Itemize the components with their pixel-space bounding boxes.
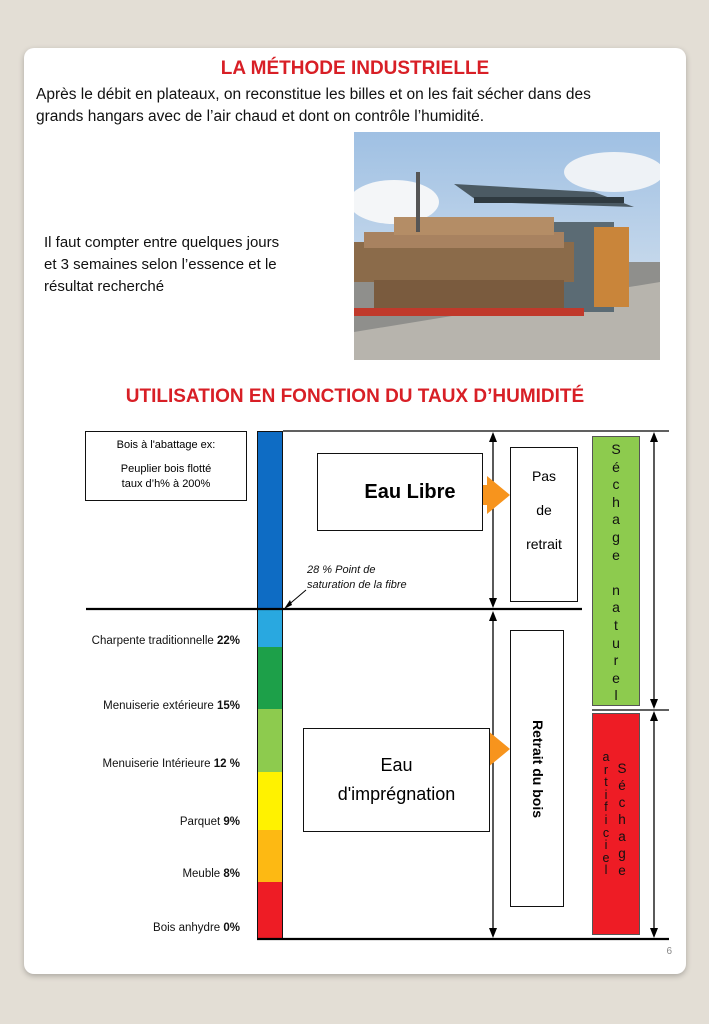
vertical-letter: c [612,476,620,493]
vertical-letter: e [612,669,620,686]
intro-line-1: Après le débit en plateaux, on reconstitue les billes et on les fait sécher dans des [36,86,591,103]
vertical-letter: a [612,599,620,616]
felling-line-1: Bois à l'abattage ex: [116,439,216,451]
level-label-charpente: Charpente traditionnelle 22% [91,635,240,647]
felling-line-2: Peuplier bois flotté [120,463,212,475]
slide-card [24,48,686,974]
intro-line-2: grands hangars avec de l’air chaud et dont on contrôle l’humidité. [36,108,485,125]
level-label-parquet: Parquet 9% [179,816,240,828]
vertical-letter: h [618,812,626,827]
vertical-letter: c [602,825,610,840]
natural-drying-box [592,436,640,706]
vertical-letter: a [612,511,620,528]
level-label-menuiserie-ext: Menuiserie extérieure 15% [103,700,240,712]
free-water-label: Eau Libre [364,480,456,503]
vertical-letter: g [618,846,626,861]
saturation-line-1: 28 % Point de [307,564,376,576]
no-shrink-box [510,447,578,602]
artificial-drying-word1 [613,760,631,879]
saturation-line-2: saturation de la fibre [307,579,407,591]
free-water-box [317,453,483,531]
vertical-letter: g [612,528,620,545]
level-label-meuble: Meuble 8% [182,868,240,880]
vertical-letter: é [618,778,626,793]
no-shrink-line-2: de [536,502,552,518]
section-title-humidity: UTILISATION EN FONCTION DU TAUX D’HUMIDITÉ [125,386,585,407]
vertical-letter: h [612,493,620,510]
natural-drying-label [593,441,639,705]
vertical-letter: é [612,458,620,475]
duration-line-1: Il faut compter entre quelques jours [44,234,280,251]
vertical-letter: i [604,838,608,853]
vertical-letter: i [604,812,608,827]
vertical-letter: S [617,761,627,776]
vertical-letter: e [612,546,620,563]
vertical-letter: l [604,863,608,878]
duration-line-2: et 3 semaines selon l’essence et le [44,256,277,273]
vertical-letter: t [604,775,608,790]
vertical-letter: t [614,616,618,633]
page-number: 6 [666,946,672,957]
level-label-anhydre: Bois anhydre 0% [153,922,240,934]
no-shrink-line-3: retrait [526,536,562,552]
vertical-letter: i [604,787,608,802]
duration-line-3: résultat recherché [44,278,165,295]
impregnation-water-box [303,728,490,832]
vertical-letter: r [613,652,619,669]
page-title: LA MÉTHODE INDUSTRIELLE [220,58,490,79]
vertical-letter: S [611,441,621,457]
vertical-letter: r [603,762,609,777]
vertical-letter: u [612,634,620,651]
vertical-letter [614,564,618,582]
level-label-menuiserie-int: Menuiserie Intérieure 12 % [102,758,240,770]
vertical-letter: a [602,750,610,764]
vertical-letter: c [618,795,626,810]
impregnation-line-2: d'imprégnation [337,784,456,804]
vertical-letter: l [614,687,618,704]
vertical-letter: e [618,863,626,878]
vertical-letter: f [604,800,608,815]
shrinkage-label: Retrait du bois [530,719,546,819]
impregnation-line-1: Eau [380,755,413,775]
shrinkage-box [510,630,564,907]
felling-line-3: taux d’h% à 200% [121,478,211,490]
no-shrink-line-1: Pas [531,468,557,484]
vertical-letter: n [612,581,620,598]
artificial-drying-box [592,713,640,935]
artificial-drying-word2 [599,751,613,877]
vertical-letter: a [618,829,626,844]
vertical-letter: e [602,850,610,865]
